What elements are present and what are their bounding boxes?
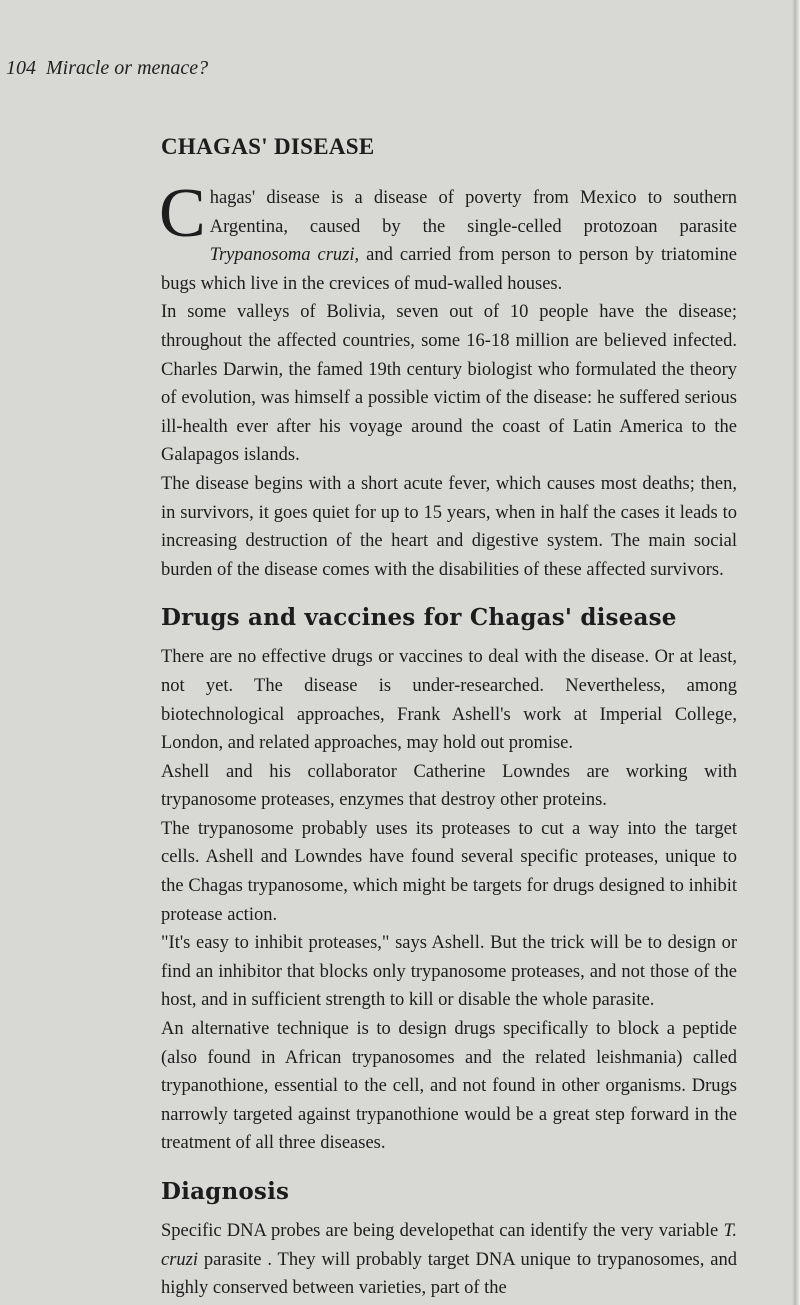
- body-paragraph: Ashell and his collaborator Catherine Lowndes are working with trypanosome proteases, enzymes that destroy other proteins.: [161, 761, 737, 811]
- page-edge: [792, 0, 800, 1305]
- diagnosis-text: Specific DNA probes are being developethat can identify the very variable: [161, 1221, 724, 1241]
- book-title: Miracle or menace?: [46, 57, 209, 79]
- running-head: [6, 57, 208, 80]
- body-paragraph: An alternative technique is to design drugs specifically to block a peptide (also found in African trypanosomes and the related leishmania) called trypanothione, essential to the cell, and not found in other organisms. Drugs narrowly targeted against trypanothione would be a great step forward in the treatment of all three diseases.: [161, 1019, 737, 1154]
- intro-italic: Trypanosoma cruzi: [209, 245, 355, 266]
- intro-tail: , and carried from person to person by triatomine bugs which live in the crevices of mud-walled houses.: [161, 245, 737, 294]
- intro-paragraph: [159, 175, 737, 298]
- diagnosis-tail: parasite . They will probably target DNA unique to trypanosomes, and highly conserved between varieties, part of the: [161, 1249, 737, 1299]
- body-paragraph: "It's easy to inhibit proteases," says Ashell. But the trick will be to design or find an inhibitor that blocks only trypanosome proteases, and not those of the host, and in sufficient strength to kill or disable the whole parasite.: [161, 933, 737, 1011]
- intro-text: hagas' disease is a disease of poverty from Mexico to southern Argentina, caused by the single-celled protozoan parasite: [209, 188, 737, 237]
- body-paragraph: The trypanosome probably uses its proteases to cut a way into the target cells. Ashell and Lowndes have found several specific proteases, unique to the Chagas trypanosome, which might be targets for drugs designed to inhibit protease action.: [161, 818, 737, 925]
- article-title: CHAGAS' DISEASE: [161, 134, 375, 159]
- drop-cap: C: [159, 175, 206, 252]
- section-heading-diagnosis: Diagnosis: [161, 1178, 290, 1205]
- diagnosis-italic: T. cruzi: [161, 1221, 737, 1270]
- article: [161, 132, 737, 1303]
- page-number: 104: [6, 57, 36, 79]
- body-paragraph: The disease begins with a short acute fever, which causes most deaths; then, in survivors, it goes quiet for up to 15 years, when in half the cases it leads to increasing destruction of the heart and digestive system. The main social burden of the disease comes with the disabilities of these affected survivors.: [161, 473, 737, 580]
- body-paragraph: There are no effective drugs or vaccines to deal with the disease. Or at least, not yet. The disease is under-researched. Nevertheless, among biotechnological approaches, Frank Ashell's work at Imperial College, London, and related approaches, may hold out promise.: [161, 647, 737, 754]
- section-heading-drugs: Drugs and vaccines for Chagas' disease: [161, 604, 677, 632]
- body-paragraph: In some valleys of Bolivia, seven out of 10 people have the disease; throughout the affected countries, some 16-18 million are believed infected. Charles Darwin, the famed 19th century biologist who formulated the theory of evolution, was himself a possible victim of the disease: he suffered serious ill-health ever after his voyage around the coast of Latin America to the Galapagos islands.: [161, 302, 737, 466]
- diagnosis-paragraph: [161, 1217, 737, 1303]
